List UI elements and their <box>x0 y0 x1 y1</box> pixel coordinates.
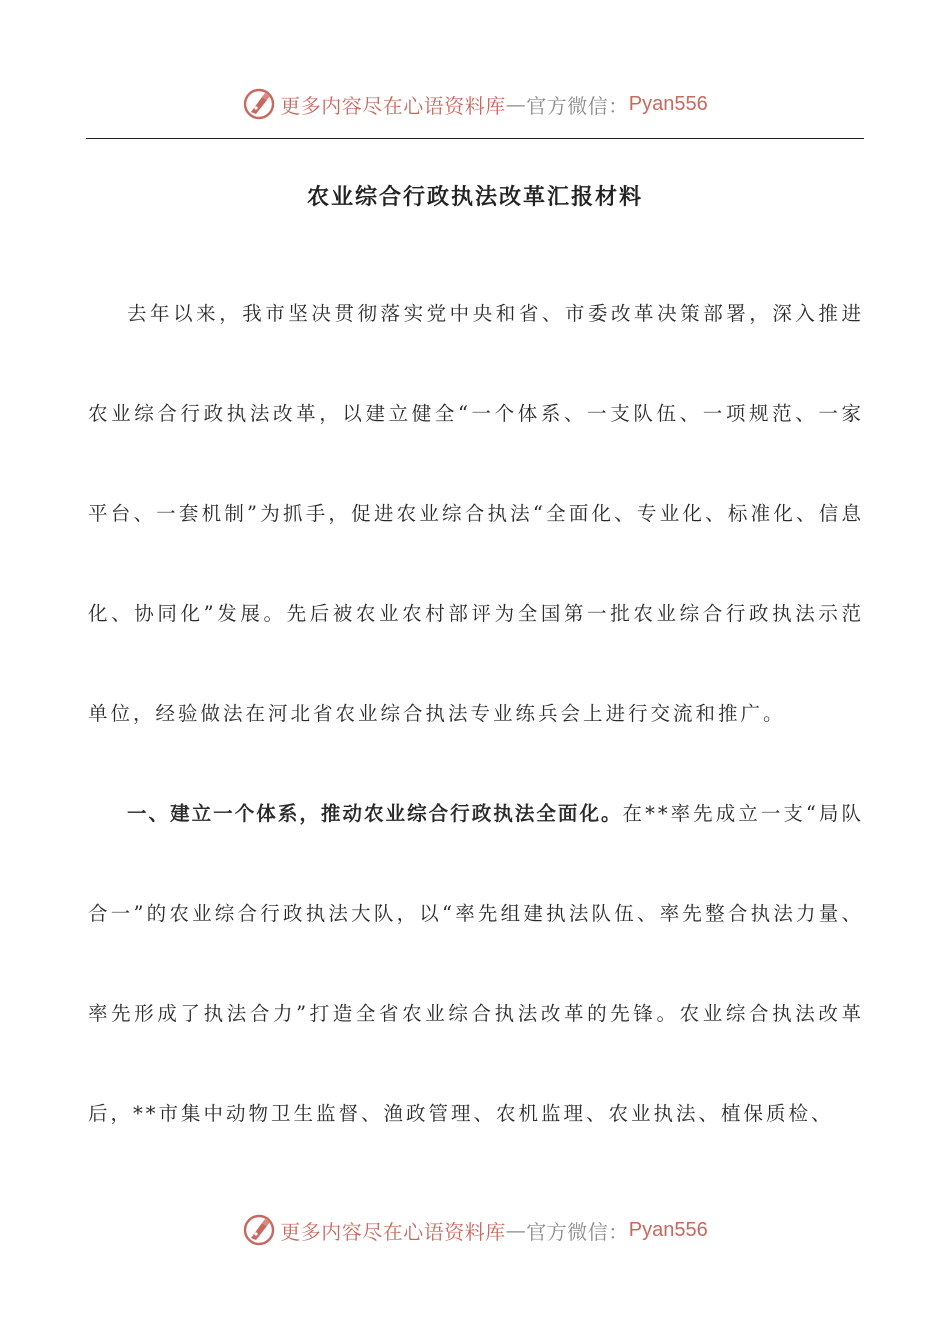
watermark-wechat-id: Pyan556 <box>628 1218 708 1241</box>
document-title: 农业综合行政执法改革汇报材料 <box>306 184 643 210</box>
pen-nib-logo-icon <box>242 1213 276 1247</box>
watermark-sub-text: 官方微信： <box>526 93 629 118</box>
paragraph-intro: 去年以来，我市坚决贯彻落实党中央和省、市委改革决策部署，深入推进农业综合行政执法改革，以建立健全“一个体系、一支队伍、一项规范、一家平台、一套机制”为抓手，促进农业综合执法“全面化、专业化、标准化、信息化、协同化”发展。先后被农业农村部评为全国第一批农业综合行政执法示范单位，经验做法在河北省农业综合执法专业练兵会上进行交流和推广。 <box>88 302 864 725</box>
paragraph-section-1 <box>88 764 864 1164</box>
pen-nib-logo-icon <box>242 87 276 121</box>
watermark-wechat-id: Pyan556 <box>628 92 708 115</box>
watermark-main-text: 更多内容尽在心语资料库 <box>280 1219 506 1244</box>
header-watermark <box>0 84 950 124</box>
watermark-main-text: 更多内容尽在心语资料库 <box>280 93 506 118</box>
watermark-dash: — <box>505 1218 527 1242</box>
section-1-heading: 一、建立一个体系，推动农业综合行政执法全面化。 <box>127 802 623 825</box>
document-body <box>88 264 864 1164</box>
footer-watermark <box>0 1210 950 1250</box>
section-1-body: 在**率先成立一支“局队合一”的农业综合行政执法大队，以“率先组建执法队伍、率先整合执法力量、率先形成了执法合力”打造全省农业综合执法改革的先锋。农业综合执法改革后，**市集中动物卫生监督、渔政管理、农机监理、农业执法、植保质检、 <box>88 802 864 1125</box>
header-divider <box>86 138 864 139</box>
watermark-sub-text: 官方微信： <box>526 1219 629 1244</box>
watermark-dash: — <box>505 92 527 116</box>
